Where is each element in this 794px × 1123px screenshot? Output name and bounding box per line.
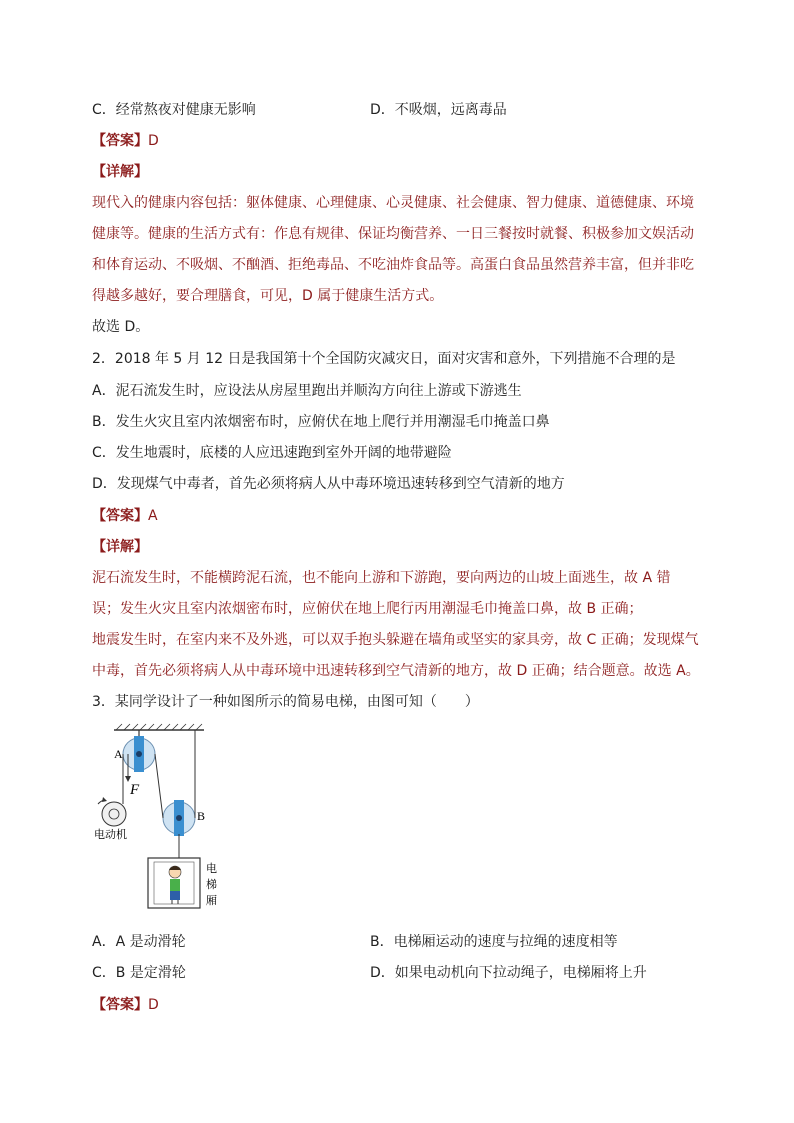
answer-tag: 【答案】 [92,997,148,1013]
q2-option-a: A．泥石流发生时，应设法从房屋里跑出并顺沟方向往上游或下游逃生 [92,383,522,399]
q2-explanation-line: 中毒，首先必须将病人从中毒环境中迅速转移到空气清新的地方，故 D 正确；结合题意。故选 A。 [92,663,700,679]
answer-value: A [148,508,158,524]
label-a: A [114,747,123,761]
car-label-char: 梯 [206,878,217,891]
q2-stem: 2．2018 年 5 月 12 日是我国第十个全国防灾减灾日，面对灾害和意外，下列措施不合理的是 [92,351,676,367]
q3-stem: 3．某同学设计了一种如图所示的简易电梯，由图可知（ ） [92,694,479,710]
q1-detail-tag: 【详解】 [92,164,148,180]
elevator-pulley-figure [92,722,232,922]
q2-answer [92,506,158,526]
q3-answer [92,995,159,1015]
car-label-char: 电 [206,862,217,875]
q1-answer [92,131,159,151]
q3-option-b: B．电梯厢运动的速度与拉绳的速度相等 [370,934,618,950]
q1-conclusion: 故选 D。 [92,319,150,335]
q2-detail-tag: 【详解】 [92,539,148,555]
answer-value: D [148,133,159,149]
car-label-char: 厢 [206,894,217,907]
q3-option-c: C．B 是定滑轮 [92,965,186,981]
q3-option-d: D．如果电动机向下拉动绳子，电梯厢将上升 [370,965,647,981]
q2-option-c: C．发生地震时，底楼的人应迅速跑到室外开阔的地带避险 [92,445,452,461]
motor-label: 电动机 [94,828,127,841]
q1-explanation-line: 得越多越好，要合理膳食，可见，D 属于健康生活方式。 [92,288,444,304]
q3-option-a: A．A 是动滑轮 [92,934,186,950]
q1-explanation-line: 健康等。健康的生活方式有：作息有规律、保证均衡营养、一日三餐按时就餐、积极参加文娱活动 [92,226,694,242]
label-b: B [197,809,206,823]
q1-option-d: D．不吸烟，远离毒品 [370,102,507,118]
q1-explanation-line: 现代入的健康内容包括：躯体健康、心理健康、心灵健康、社会健康、智力健康、道德健康、环境 [92,195,694,211]
answer-tag: 【答案】 [92,133,148,149]
q2-option-d: D．发现煤气中毒者，首先必须将病人从中毒环境迅速转移到空气清新的地方 [92,476,565,492]
label-f: F [130,782,140,798]
elevator-car [148,858,200,908]
q2-explanation-line: 误；发生火灾且室内浓烟密布时，应俯伏在地上爬行丙用潮湿毛巾掩盖口鼻，故 B 正确； [92,601,643,617]
answer-tag: 【答案】 [92,508,148,524]
q2-explanation-line: 地震发生时，在室内来不及外逃，可以双手抱头躲避在墙角或坚实的家具旁，故 C 正确；发现煤气 [92,632,699,648]
pulley-b [163,800,195,858]
q1-explanation-line: 和体育运动、不吸烟、不酗酒、拒绝毒品、不吃油炸食品等。高蛋白食品虽然营养丰富，但并非吃 [92,257,694,273]
motor [98,797,126,826]
q2-option-b: B．发生火灾且室内浓烟密布时，应俯伏在地上爬行并用潮湿毛巾掩盖口鼻 [92,414,550,430]
q2-explanation-line: 泥石流发生时，不能横跨泥石流，也不能向上游和下游跑，要向两边的山坡上面逃生，故 A 错 [92,570,671,586]
ceiling [114,724,204,730]
q1-option-c: C．经常熬夜对健康无影响 [92,102,256,118]
answer-value: D [148,997,159,1013]
